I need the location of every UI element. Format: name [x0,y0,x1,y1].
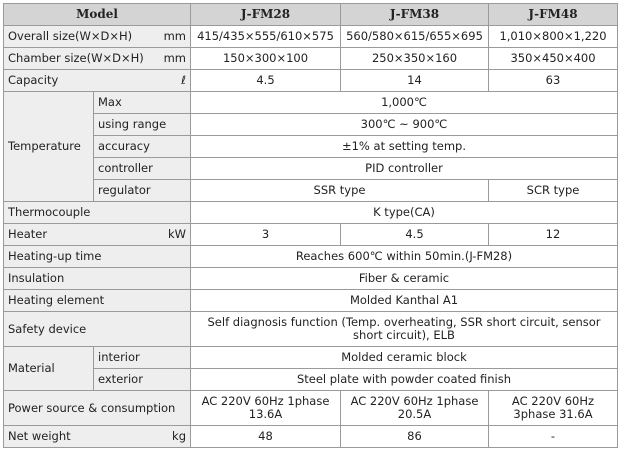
cell-value: 1,000℃ [191,92,618,114]
row-label [4,26,191,48]
cell-value: AC 220V 60Hz 1phase 13.6A [191,391,341,426]
unit-text: ℓ [181,73,186,87]
cell-value: AC 220V 60Hz 3phase 31.6A [489,391,618,426]
row-temperature-range [4,114,618,136]
cell-value: 560/580×615/655×695 [341,26,489,48]
cell-value: Reaches 600℃ within 50min.(J-FM28) [191,246,618,268]
row-heating-element [4,290,618,312]
label-text: Heater [8,227,48,241]
row-label: Insulation [4,268,191,290]
header-model-2: J-FM38 [341,4,489,26]
cell-value: Fiber & ceramic [191,268,618,290]
row-overall-size [4,26,618,48]
cell-value: 300℃ ~ 900℃ [191,114,618,136]
cell-value: 3 [191,224,341,246]
cell-value: 86 [341,426,489,448]
sub-label: using range [94,114,191,136]
unit-text: kg [172,429,186,443]
cell-value: Molded ceramic block [191,347,618,369]
header-model-1: J-FM28 [191,4,341,26]
row-heater [4,224,618,246]
unit-text: mm [163,51,186,65]
material-label: Material [4,347,94,391]
sub-label: exterior [94,369,191,391]
row-safety-device [4,312,618,347]
sub-label: accuracy [94,136,191,158]
row-material-interior [4,347,618,369]
row-label [4,70,191,92]
row-label [4,48,191,70]
row-temperature-max [4,92,618,114]
sub-label: controller [94,158,191,180]
row-insulation [4,268,618,290]
cell-value: Steel plate with powder coated finish [191,369,618,391]
sub-label: interior [94,347,191,369]
row-thermocouple [4,202,618,224]
label-text: Chamber size(W×D×H) [8,51,144,65]
cell-value: 14 [341,70,489,92]
cell-value: 150×300×100 [191,48,341,70]
unit-text: mm [163,29,186,43]
sub-label: Max [94,92,191,114]
label-text: Capacity [8,73,59,87]
cell-value: SSR type [191,180,489,202]
sub-label: regulator [94,180,191,202]
cell-value: Molded Kanthal A1 [191,290,618,312]
header-model-3: J-FM48 [489,4,618,26]
unit-text: kW [167,227,186,241]
row-temperature-regulator [4,180,618,202]
row-temperature-accuracy [4,136,618,158]
row-label: Thermocouple [4,202,191,224]
row-label [4,224,191,246]
header-row [4,4,618,26]
cell-value: 415/435×555/610×575 [191,26,341,48]
cell-value: Self diagnosis function (Temp. overheating, SSR short circuit, sensor short circuit), ELB [191,312,618,347]
cell-value: 12 [489,224,618,246]
row-label: Heating element [4,290,191,312]
temperature-label: Temperature [4,92,94,202]
row-capacity [4,70,618,92]
cell-value: - [489,426,618,448]
cell-value: PID controller [191,158,618,180]
row-net-weight [4,426,618,448]
row-chamber-size [4,48,618,70]
row-heating-up-time [4,246,618,268]
header-model: Model [4,4,191,26]
row-label [4,426,191,448]
cell-value: 250×350×160 [341,48,489,70]
label-text: Overall size(W×D×H) [8,29,133,43]
cell-value: 48 [191,426,341,448]
cell-value: 63 [489,70,618,92]
cell-value: 4.5 [191,70,341,92]
cell-value: 4.5 [341,224,489,246]
row-temperature-controller [4,158,618,180]
cell-value: ±1% at setting temp. [191,136,618,158]
spec-table [3,3,618,448]
row-label: Power source & consumption [4,391,191,426]
row-label: Safety device [4,312,191,347]
cell-value: K type(CA) [191,202,618,224]
cell-value: AC 220V 60Hz 1phase 20.5A [341,391,489,426]
cell-value: 1,010×800×1,220 [489,26,618,48]
row-power-source [4,391,618,426]
row-label: Heating-up time [4,246,191,268]
cell-value: SCR type [489,180,618,202]
row-material-exterior [4,369,618,391]
label-text: Net weight [8,429,71,443]
cell-value: 350×450×400 [489,48,618,70]
